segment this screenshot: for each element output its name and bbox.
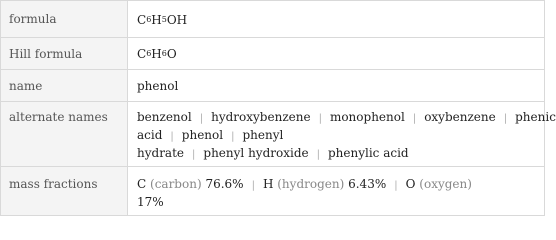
alternate-name: phenyl hydrate: [137, 128, 284, 160]
mass-percent: 6.43%: [348, 177, 387, 191]
row-formula: [1, 1, 544, 38]
value-alternate-names: [129, 102, 556, 163]
separator: |: [316, 149, 320, 160]
alternate-name: benzenol: [137, 110, 192, 124]
alternate-name: phenic acid: [137, 110, 556, 142]
alternate-name: phenol: [181, 128, 224, 142]
formula-part: C: [137, 47, 147, 61]
element-name: (hydrogen): [277, 177, 345, 191]
separator: |: [231, 131, 235, 142]
separator: |: [412, 113, 417, 124]
value-mass-fractions: [129, 167, 544, 210]
element-symbol: C: [137, 177, 147, 191]
separator: |: [394, 180, 398, 191]
value-hill-formula: C 6 H 6 O: [137, 47, 177, 61]
separator: |: [251, 180, 255, 191]
label-formula: formula: [1, 1, 128, 37]
formula-part: H: [151, 47, 162, 61]
alternate-name: oxybenzene: [424, 110, 496, 124]
label-mass-fractions: mass fractions: [1, 167, 128, 215]
alternate-name: phenylic acid: [327, 146, 409, 160]
element-symbol: O: [405, 177, 416, 191]
alternate-name: hydroxybenzene: [211, 110, 311, 124]
row-hill-formula: [1, 38, 544, 70]
value-name: phenol: [137, 79, 179, 93]
label-hill-formula: Hill formula: [1, 38, 128, 69]
separator: |: [503, 113, 508, 124]
element-name: (carbon): [150, 177, 202, 191]
element-name: (oxygen): [419, 177, 472, 191]
mass-percent: 17%: [137, 195, 164, 209]
alternate-name: phenyl hydroxide: [203, 146, 309, 160]
formula-part: C: [137, 12, 147, 27]
separator: |: [318, 113, 322, 124]
formula-part: H: [151, 12, 162, 27]
separator: |: [170, 131, 174, 142]
label-name: name: [1, 70, 128, 101]
separator: |: [192, 149, 196, 160]
separator: |: [199, 113, 204, 124]
row-mass-fractions: [1, 167, 544, 215]
row-alternate-names: [1, 102, 556, 167]
element-symbol: H: [262, 177, 274, 191]
alternate-name: monophenol: [329, 110, 405, 124]
formula-part: OH: [166, 12, 188, 27]
row-name: [1, 70, 544, 102]
label-alternate-names: alternate names: [1, 102, 128, 166]
value-formula: C 6 H 5 OH: [137, 12, 188, 27]
mass-percent: 76.6%: [205, 177, 244, 191]
formula-part: O: [166, 47, 177, 61]
